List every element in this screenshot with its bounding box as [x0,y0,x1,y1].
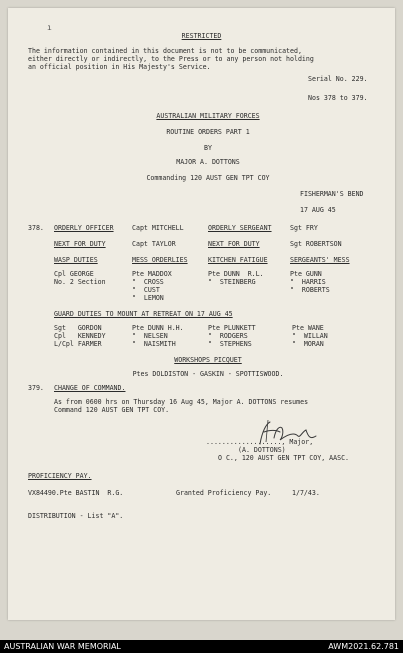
distribution-line: DISTRIBUTION - List "A". [28,512,124,520]
sergeants-mess-heading: SERGEANTS' MESS [290,256,350,264]
mess-name-3: " CUST [132,286,160,294]
notice-line-3: an official position in His Majesty's Service. [28,63,211,71]
kitchen-name-2: " STEINBERG [208,278,256,286]
title-line-2: ROUTINE ORDERS PART 1 [166,128,250,136]
guard-c1-1: Sgt GORDON [54,324,102,332]
next-officer-label: NEXT FOR DUTY [54,240,106,248]
guard-c4-2: " WILLAN [292,332,328,340]
sergeants-name-2: " HARRIS [290,278,326,286]
guard-c2-3: " NAISMITH [132,340,176,348]
orderly-sergeant-value: Sgt FRY [290,224,318,232]
notice-line-1: The information contained in this document is not to be communicated, [28,47,302,55]
footer-institution: AUSTRALIAN WAR MEMORIAL [4,642,121,651]
guard-c1-2: Cpl KENNEDY [54,332,106,340]
proficiency-entry-name: VX84490.Pte BASTIN R.G. [28,489,124,497]
notice-line-2: either directly or indirectly, to the Press or to any person not holding [28,55,314,63]
archive-footer [0,640,403,653]
change-of-command-text-2: Command 120 AUST GEN TPT COY. [54,406,170,414]
mess-name-2: " CROSS [132,278,164,286]
workshops-picquet-names: Ptes DOLDISTON - GASKIN - SPOTTISWOOD. [132,370,284,378]
margin-mark: ı [47,23,52,32]
orderly-officer-label: ORDERLY OFFICER [54,224,114,232]
kitchen-fatigue-heading: KITCHEN FATIGUE [208,256,268,264]
order-378-number: 378. [28,224,44,232]
sergeants-name-1: Pte GUNN [290,270,322,278]
date: 17 AUG 45 [300,206,336,214]
guard-duties-heading: GUARD DUTIES TO MOUNT AT RETREAT ON 17 AUG 45 [54,310,233,318]
next-sergeant-value: Sgt ROBERTSON [290,240,342,248]
document-page [8,8,395,620]
proficiency-entry-date: 1/7/43. [292,489,320,497]
mess-orderlies-heading: MESS ORDERLIES [132,256,188,264]
wasp-duties-heading: WASP DUTIES [54,256,98,264]
orderly-officer-value: Capt MITCHELL [132,224,184,232]
guard-c4-3: " MORAN [292,340,324,348]
change-of-command-text-1: As from 0600 hrs on Thursday 16 Aug 45, Major A. DOTTONS resumes [54,398,309,406]
orderly-sergeant-label: ORDERLY SERGEANT [208,224,272,232]
signature-name: (A. DOTTONS) [238,446,286,454]
guard-c1-3: L/Cpl FARMER [54,340,102,348]
signature-title: O C., 120 AUST GEN TPT COY, AASC. [218,454,350,462]
order-numbers: Nos 378 to 379. [308,94,368,102]
mess-name-4: " LEMON [132,294,164,302]
guard-c2-2: " NELSEN [132,332,168,340]
title-line-4: MAJOR A. DOTTONS [176,158,240,166]
wasp-name-2: No. 2 Section [54,278,106,286]
title-line-5: Commanding 120 AUST GEN TPT COY [146,174,270,182]
proficiency-entry-text: Granted Proficiency Pay. [176,489,272,497]
title-line-1: AUSTRALIAN MILITARY FORCES [156,112,260,120]
workshops-picquet-heading: WORKSHOPS PICQUET [174,356,242,364]
next-sergeant-label: NEXT FOR DUTY [208,240,260,248]
wasp-name-1: Cpl GEORGE [54,270,94,278]
proficiency-pay-heading: PROFICIENCY PAY. [28,472,92,480]
serial-number: Serial No. 229. [308,75,368,83]
classification-label: RESTRICTED [181,32,222,40]
guard-c3-3: " STEPHENS [208,340,252,348]
sergeants-name-3: " ROBERTS [290,286,330,294]
guard-c3-2: " RODGERS [208,332,248,340]
title-line-3: BY [204,144,212,152]
guard-c2-1: Pte DUNN H.H. [132,324,184,332]
signature-line: ..................., Major, [206,438,314,446]
kitchen-name-1: Pte DUNN R.L. [208,270,264,278]
guard-c4-1: Pte WANE [292,324,324,332]
mess-name-1: Pte MADDOX [132,270,172,278]
next-officer-value: Capt TAYLOR [132,240,176,248]
footer-accession-number: AWM2021.62.781 [328,642,399,651]
change-of-command-heading: CHANGE OF COMMAND. [54,384,126,392]
place: FISHERMAN'S BEND [300,190,364,198]
order-379-number: 379. [28,384,44,392]
guard-c3-1: Pte PLUNKETT [208,324,256,332]
